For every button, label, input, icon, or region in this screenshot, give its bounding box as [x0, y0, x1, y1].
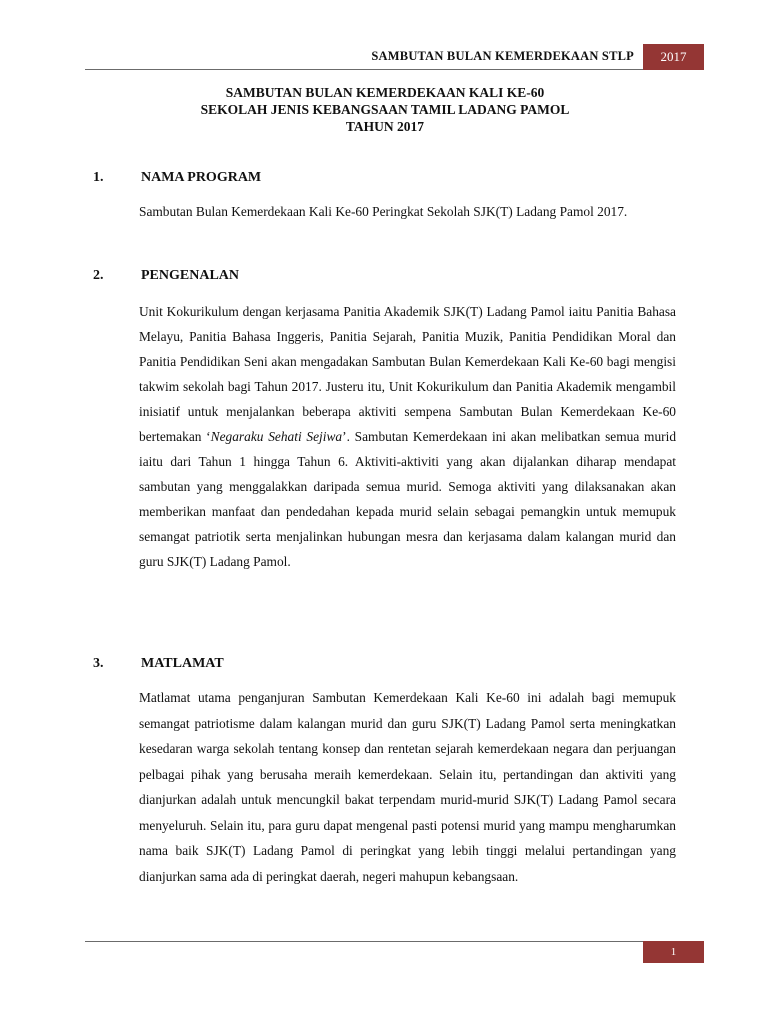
theme-italic-text: Negaraku Sehati Sejiwa: [210, 429, 343, 444]
section-number-2: 2.: [93, 268, 104, 283]
section-heading-nama-program: NAMA PROGRAM: [141, 170, 262, 185]
footer-divider: [85, 941, 643, 942]
header-title: SAMBUTAN BULAN KEMERDEKAAN STLP: [371, 49, 634, 63]
header-divider: [85, 69, 643, 70]
page-header: [85, 44, 704, 70]
document-title-line-3: TAHUN 2017: [345, 119, 425, 134]
document-title-line-1: SAMBUTAN BULAN KEMERDEKAAN KALI KE-60: [225, 85, 545, 100]
section-heading-pengenalan: PENGENALAN: [141, 268, 240, 283]
document-title-line-2: SEKOLAH JENIS KEBANGSAAN TAMIL LADANG PAMOL: [200, 102, 570, 117]
pengenalan-text-part-1: Unit Kokurikulum dengan kerjasama Panitia Akademik SJK(T) Ladang Pamol iaitu Panitia Bahasa Melayu, Panitia Bahasa Inggeris, Panitia Sejarah, Panitia Muzik, Panitia Pendidikan Moral dan Panitia Pendidikan Seni akan mengadakan Sambutan Bulan Kemerdekaan Kali Ke-60 bagi mengisi takwim sekolah bagi Tahun 2017. Justeru itu, Unit Kokurikulum dan Panitia Akademik mengambil inisiatif untuk menjalankan beberapa aktiviti sempena Sambutan Bulan Kemerdekaan Ke-60 bertemakan ‘: [139, 304, 676, 444]
section-number-1: 1.: [93, 170, 104, 185]
section-body-nama-program: Sambutan Bulan Kemerdekaan Kali Ke-60 Peringkat Sekolah SJK(T) Ladang Pamol 2017.: [139, 204, 628, 219]
pengenalan-text-part-2: ’. Sambutan Kemerdekaan ini akan melibatkan semua murid iaitu dari Tahun 1 hingga Tahun 6. Aktiviti-aktiviti yang akan dijalankan diharap mendapat sambutan yang menggalakkan daripada semua murid. Semoga aktiviti yang dilaksanakan akan memberikan manfaat dan pendedahan kepada murid selain sebagai pemangkin untuk memupuk semangat patriotik serta menjalinkan hubungan mesra dan kerjasama dalam kalangan murid dan guru SJK(T) Ladang Pamol.: [139, 429, 677, 569]
section-number-3: 3.: [93, 656, 104, 671]
section-body-pengenalan: [139, 299, 676, 574]
header-year-badge: 2017: [643, 44, 704, 70]
page-number-badge: 1: [643, 941, 704, 963]
section-body-matlamat: Matlamat utama penganjuran Sambutan Kemerdekaan Kali Ke-60 ini adalah bagi memupuk semangat patriotisme dalam kalangan murid dan guru SJK(T) Ladang Pamol serta meningkatkan kesedaran warga sekolah tentang konsep dan rentetan sejarah kemerdekaan negara dan perjuangan pelbagai pihak yang berusaha meraih kemerdekaan. Selain itu, pertandingan dan aktiviti yang dianjurkan adalah untuk mencungkil bakat terpendam murid-murid SJK(T) Ladang Pamol secara menyeluruh. Selain itu, para guru dapat mengenal pasti potensi murid yang mampu mengharumkan nama baik SJK(T) Ladang Pamol di peringkat yang lebih tinggi melalui pertandingan yang dianjurkan sama ada di peringkat daerah, negeri mahupun kebangsaan.: [139, 690, 676, 884]
section-heading-matlamat: MATLAMAT: [141, 656, 224, 671]
document-title: [85, 84, 685, 135]
